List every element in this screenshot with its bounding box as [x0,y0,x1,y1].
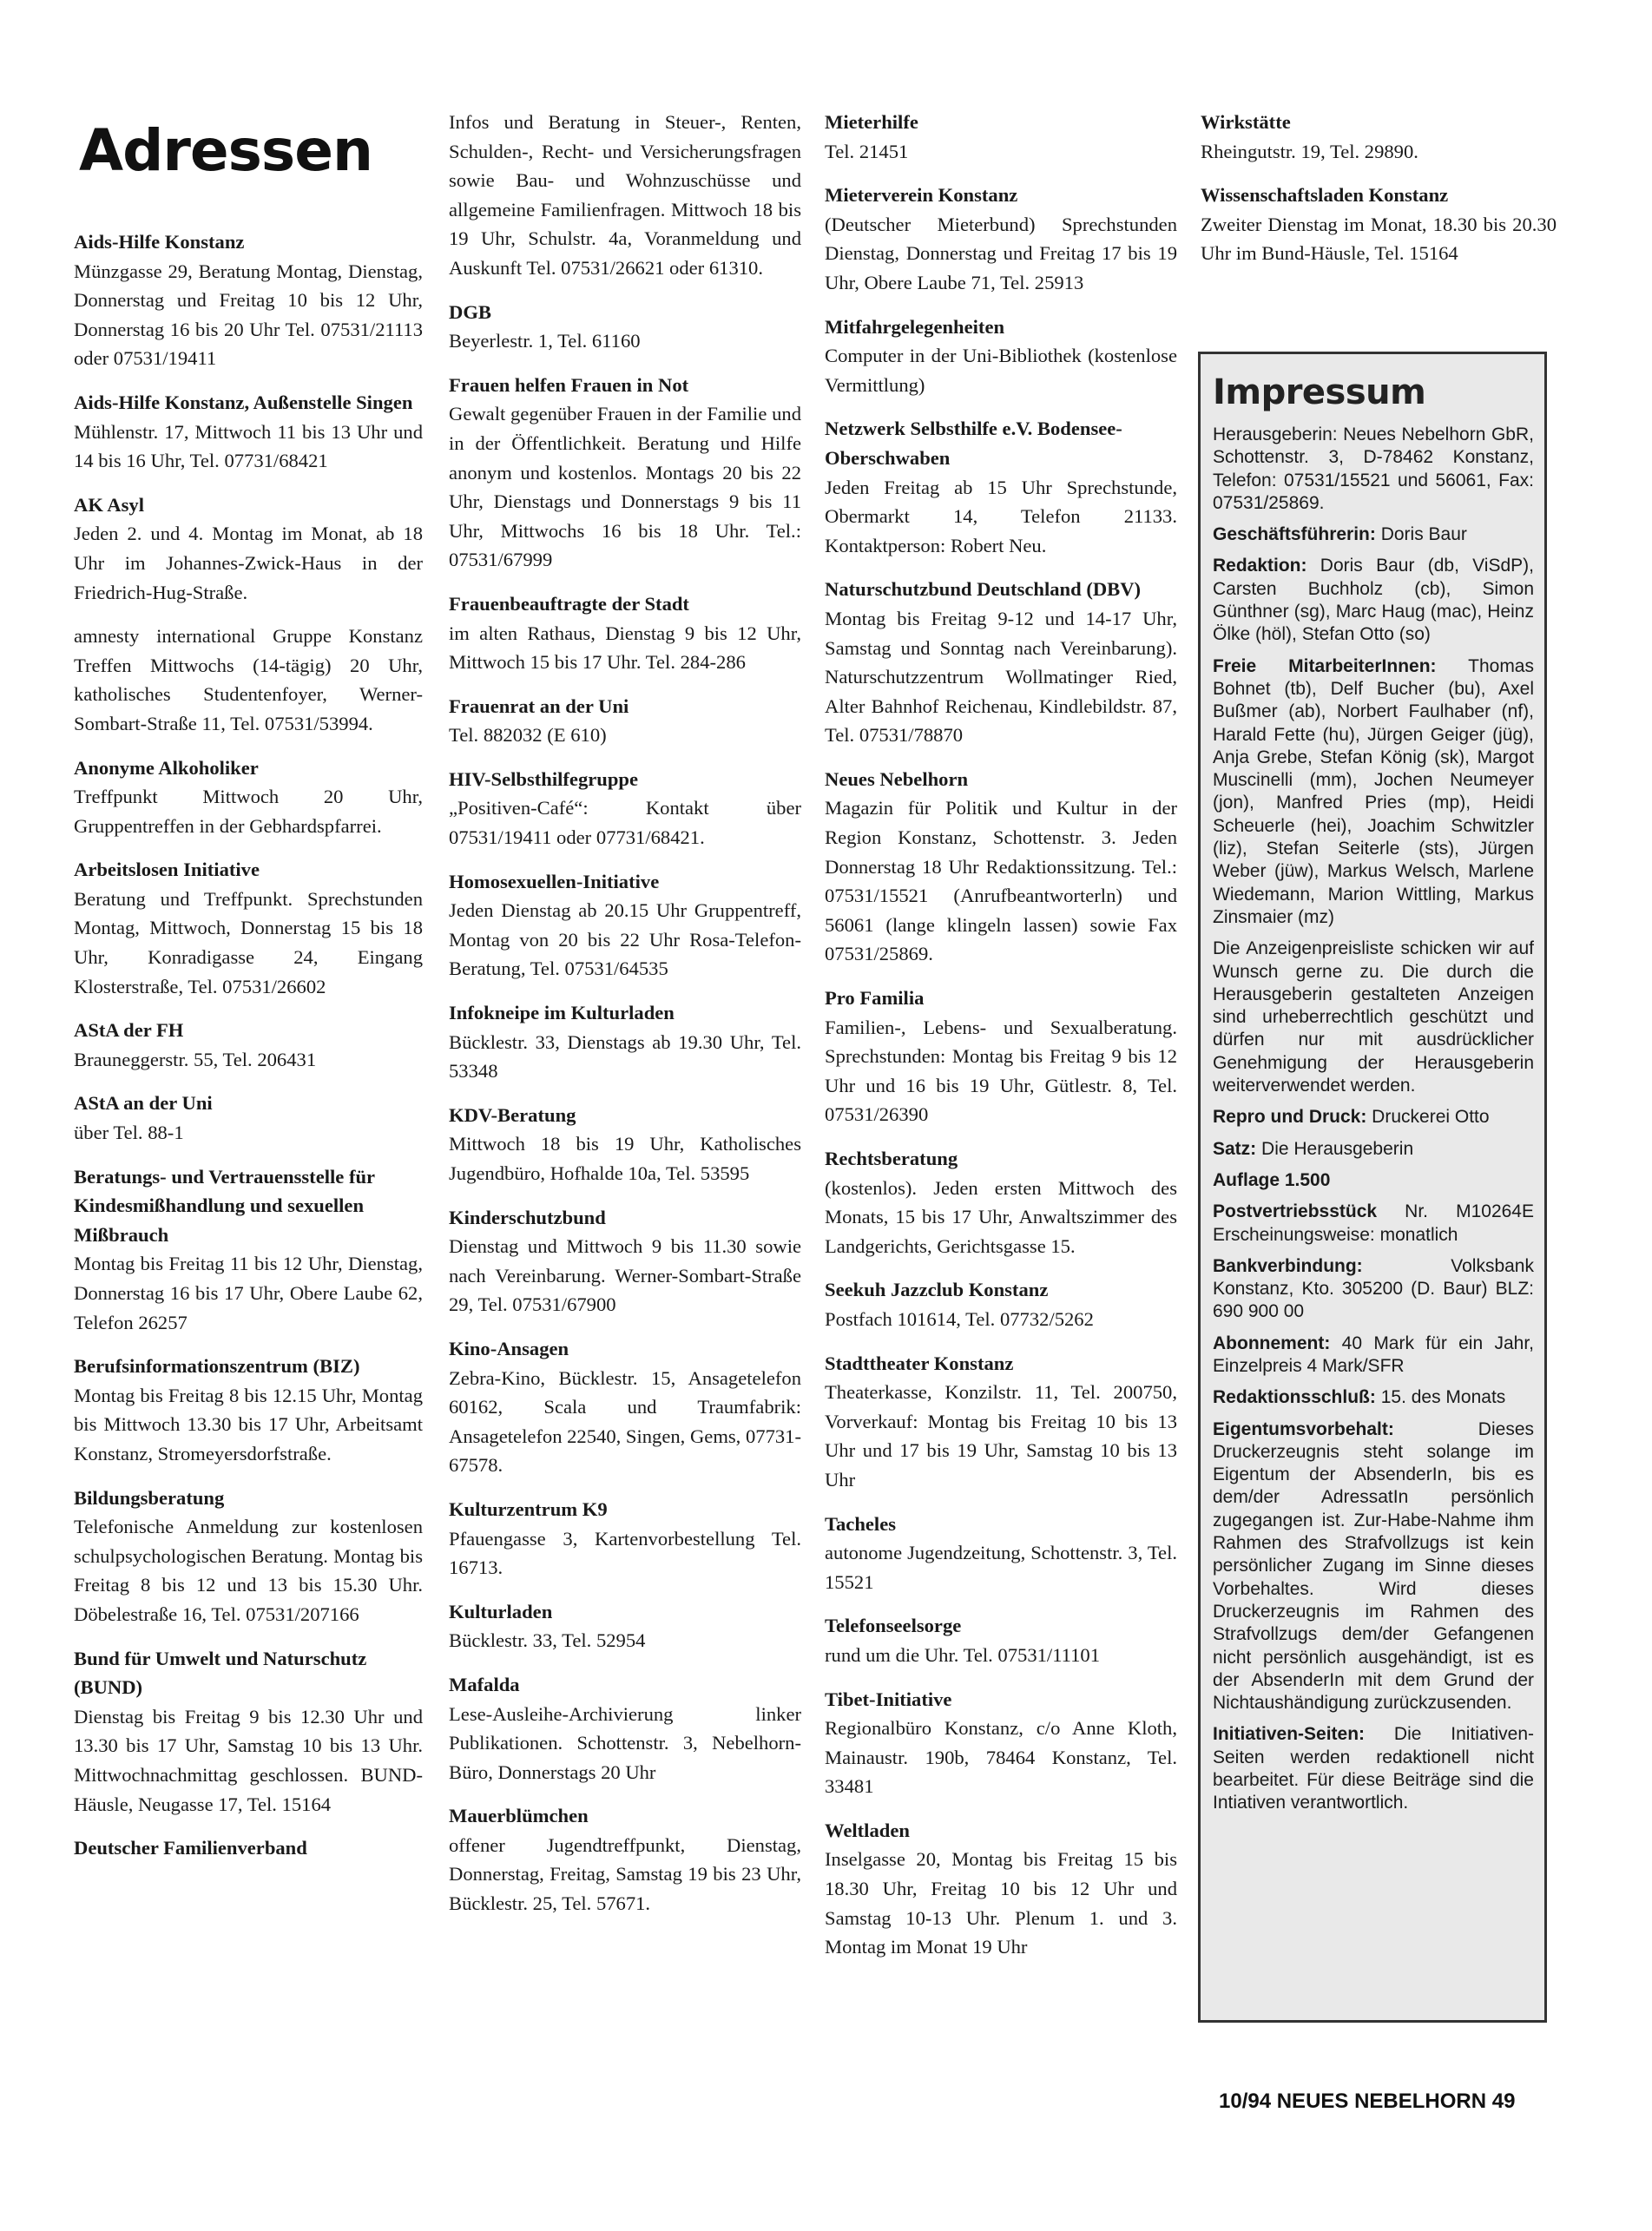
entry-details: Regionalbüro Konstanz, c/o Anne Kloth, Mainaustr. 190b, 78464 Konstanz, Tel. 33481 [825,1717,1177,1798]
impressum-text: 40 Mark für ein Jahr, Einzelpreis 4 Mark/SFR [1213,1333,1534,1376]
entry-name: Deutscher Familienverband [74,1837,307,1859]
address-column-1 [74,108,423,1878]
entry-name: Aids-Hilfe Konstanz [74,231,245,253]
entry-name: DGB [449,300,491,323]
impressum-label: Repro und Druck: [1213,1107,1367,1128]
address-entry [74,622,423,738]
address-entry [449,765,801,852]
impressum-text: Druckerei Otto [1366,1107,1490,1128]
impressum-label: Postvertriebsstück [1213,1201,1378,1222]
address-entry [74,1162,423,1338]
entry-name: Telefonseelsorge [825,1615,962,1637]
address-entry [825,575,1177,750]
entry-name: Infokneipe im Kulturladen [449,1002,675,1024]
entry-name: Seekuh Jazzclub Konstanz [825,1279,1049,1301]
entry-name: AK Asyl [74,493,144,516]
address-entry [825,1510,1177,1597]
address-entry [825,1816,1177,1962]
address-entry [825,1611,1177,1669]
entry-name: Mitfahrgelegenheiten [825,315,1005,338]
address-entry [449,998,801,1086]
entry-name: AStA der FH [74,1019,184,1042]
address-entry [825,765,1177,969]
impressum-block [1213,655,1534,930]
impressum-block [1213,1106,1534,1129]
entry-details: Zweiter Dienstag im Monat, 18.30 bis 20.30 Uhr im Bund-Häusle, Tel. 15164 [1201,213,1557,265]
address-entry [449,1597,801,1655]
impressum-label: Auflage 1.500 [1213,1169,1331,1190]
address-list-2 [449,108,801,1918]
entry-name: KDV-Beratung [449,1103,576,1126]
entry-details: Gewalt gegenüber Frauen in der Familie und in der Öffentlichkeit. Beratung und Hilfe anonym und kostenlos. Montags 20 bis 22 Uhr, Dienstags und Donnerstags 9 bis 11 Uhr, Mittwochs 16 bis 18 Uhr. Tel.: 07531/67999 [449,403,801,571]
impressum-block [1213,1723,1534,1814]
entry-name: AStA an der Uni [74,1092,213,1115]
entry-name: Mieterhilfe [825,111,918,133]
entry-details: Treffpunkt Mittwoch 20 Uhr, Gruppentreffen in der Gebhardspfarrei. [74,786,423,837]
entry-name: Mieterverein Konstanz [825,184,1018,207]
address-entry [74,1644,423,1820]
entry-details: Mittwoch 18 bis 19 Uhr, Katholisches Jugendbüro, Hofhalde 10a, Tel. 53595 [449,1133,801,1184]
entry-details: Münzgasse 29, Beratung Montag, Dienstag, Donnerstag und Freitag 10 bis 12 Uhr, Donnerstag 16 bis 20 Uhr Tel. 07531/21113 oder 07531/19411 [74,260,423,370]
entry-name: Rechtsberatung [825,1148,958,1169]
entry-details: Magazin für Politik und Kultur in der Region Konstanz, Schottenstr. 3. Jeden Donnerstag 18 Uhr Redaktionssitzung. Tel.: 07531/15521 (Anrufbeantworterln) und 56061 (lange klingeln lassen) sowie Fax 07531/25869. [825,797,1177,965]
entry-details: autonome Jugendzeitung, Schottenstr. 3, Tel. 15521 [825,1542,1177,1593]
impressum-label: Satz: [1213,1138,1257,1159]
entry-name: Anonyme Alkoholiker [74,756,259,779]
impressum-text: Doris Baur (db, ViSdP), Carsten Buchholz (cb), Simon Günthner (sg), Marc Haug (mac), Heinz Ölke (höl), Stefan Otto (so) [1213,556,1534,645]
entry-details: Bücklestr. 33, Tel. 52954 [449,1629,646,1652]
entry-details: Montag bis Freitag 9-12 und 14-17 Uhr, Samstag und Sonntag nach Vereinbarung). Naturschutzzentrum Wollmatinger Ried, Alter Bahnhof Reichenau, Kindlebildstr. 87, Tel. 07531/78870 [825,607,1177,747]
impressum-box [1198,352,1547,2023]
impressum-title: Impressum [1213,372,1426,412]
address-entry [449,692,801,750]
entry-name: Frauenrat an der Uni [449,694,629,717]
entry-details: Jeden Dienstag ab 20.15 Uhr Gruppentreff, Montag von 20 bis 22 Uhr Rosa-Telefon-Beratung, Tel. 07531/64535 [449,899,801,980]
impressum-text: Volksbank Konstanz, Kto. 305200 (D. Baur) BLZ: 690 900 00 [1213,1255,1534,1322]
entry-details: Beyerlestr. 1, Tel. 61160 [449,330,641,352]
entry-name: Beratungs- und Vertrauensstelle für Kindesmißhandlung und sexuellen Mißbrauch [74,1165,375,1246]
address-entry [74,1352,423,1468]
entry-name: Neues Nebelhorn [825,767,969,790]
entry-name: Frauenbeauftragte der Stadt [449,592,689,615]
impressum-text: Dieses Druckerzeugnis steht solange im Eigentum der AbsenderIn, bis es dem/der AdressatIn persönlich zugegangen ist. Zur-Habe-Nahme ihm Rahmen des Strafvollzugs ist kein persönlicher Zugang im Sinne dieses Vorbehaltes. Wird dieses Druckerzeugnis im Rahmen des Strafvollzugs dem/der Gefangenen nicht persönlich ausgehändigt, ist es der AbsenderIn mit dem Grund der Nichtaushändigung zurückzusenden. [1213,1418,1534,1714]
impressum-text: 15. des Monats [1375,1387,1506,1408]
impressum-label: Eigentumsvorbehalt: [1213,1418,1394,1439]
entry-name: Kulturladen [449,1600,553,1622]
entry-details: Zebra-Kino, Bücklestr. 15, Ansagetelefon 60162, Scala und Traumfabrik: Ansagetelefon 22540, Singen, Gems, 07731-67578. [449,1366,801,1477]
impressum-block [1213,1333,1534,1379]
entry-details: im alten Rathaus, Dienstag 9 bis 12 Uhr, Mittwoch 15 bis 17 Uhr. Tel. 284-286 [449,622,801,674]
address-entry [825,1275,1177,1333]
entry-details: Telefonische Anmeldung zur kostenlosen schulpsychologischen Beratung. Montag bis Freitag 8 bis 12 und 13 bis 15.30 Uhr. Döbelestraße 16, Tel. 07531/207166 [74,1516,423,1625]
address-entry [74,490,423,607]
address-entry [825,1144,1177,1260]
impressum-label: Freie MitarbeiterInnen: [1213,655,1437,676]
entry-name: Pro Familia [825,987,925,1010]
impressum-text: Thomas Bohnet (tb), Delf Bucher (bu), Axel Bußmer (ab), Norbert Faulhaber (nf), Harald Fette (hu), Jürgen Geiger (jüg), Anja Grebe, Stefan König (sk), Margot Muscinelli (mm), Jochen Neumeyer (jon), Manfred Pries (mp), Heidi Scheuerle (hei), Joachim Schwitzler (liz), Stefan Seiterle (sts), Jürgen Weber (jüw), Markus Welsch, Marlene Wiedemann, Marion Wittling, Markus Zinsmaier (mz) [1213,655,1534,927]
address-column-4 [1201,108,1557,283]
entry-name: Kinderschutzbund [449,1206,606,1228]
impressum-text: Die Anzeigenpreisliste schicken wir auf Wunsch gerne zu. Die durch die Herausgeberin gestalteten Anzeigen sind urheberrechtlich geschützt und dürfen nur mit ausdrücklicher Genehmigung der Herausgeberin weiterverwendet werden. [1213,938,1534,1096]
address-entry [449,1334,801,1480]
address-entry [1201,181,1557,268]
address-entry [74,388,423,476]
address-entry [74,1089,423,1147]
entry-details: Mühlenstr. 17, Mittwoch 11 bis 13 Uhr und 14 bis 16 Uhr, Tel. 07731/68421 [74,420,423,472]
address-entry [825,414,1177,560]
entry-details: Beratung und Treffpunkt. Sprechstunden Montag, Mittwoch, Donnerstag 15 bis 18 Uhr, Konradigasse 24, Eingang Klosterstraße, Tel. 07531/26602 [74,887,423,997]
impressum-block [1213,1386,1534,1409]
entry-name: Tacheles [825,1512,897,1535]
address-entry [449,1670,801,1787]
address-entry [74,754,423,841]
address-list-4 [1201,108,1557,268]
address-entry [825,181,1177,297]
impressum-block [1213,424,1534,515]
impressum-text: Die Initiativen-Seiten werden redaktionell nicht bearbeitet. Für diese Beiträge sind die Intiativen verantwortlich. [1213,1724,1534,1813]
entry-name: Mafalda [449,1673,520,1695]
impressum-blocks [1213,424,1534,1815]
entry-name: Wissenschaftsladen Konstanz [1201,184,1449,207]
address-entry [825,313,1177,400]
entry-details: Tel. 882032 (E 610) [449,724,607,747]
entry-name: Bildungsberatung [74,1486,225,1509]
entry-details: Dienstag und Mittwoch 9 bis 11.30 sowie nach Vereinbarung. Werner-Sombart-Straße 29, Tel. 07531/67900 [449,1235,801,1316]
entry-details: rund um die Uhr. Tel. 07531/11101 [825,1643,1101,1666]
entry-name: Bund für Umwelt und Naturschutz (BUND) [74,1647,367,1699]
entry-details: Rheingutstr. 19, Tel. 29890. [1201,140,1418,162]
entry-details: Tel. 21451 [825,140,909,162]
entry-details: Infos und Beratung in Steuer-, Renten, Schulden-, Recht- und Versicherungsfragen sowie Bau- und Wohnzuschüsse und allgemeine Familienfragen. Mittwoch 18 bis 19 Uhr, Schulstr. 4a, Voranmeldung und Auskunft Tel. 07531/26621 oder 61310. [449,111,801,279]
impressum-text: Nr. M10264E Erscheinungsweise: monatlich [1213,1201,1534,1245]
entry-details: Bücklestr. 33, Dienstags ab 19.30 Uhr, Tel. 53348 [449,1030,801,1083]
impressum-block [1213,523,1534,546]
page-footer: 10/94 NEUES NEBELHORN 49 [1219,2090,1516,2113]
address-entry [449,867,801,984]
entry-details: (kostenlos). Jeden ersten Mittwoch des Monats, 15 bis 17 Uhr, Anwaltszimmer des Landgerichts, Gerichtsgasse 15. [825,1176,1177,1257]
impressum-text: Doris Baur [1375,524,1467,545]
entry-details: (Deutscher Mieterbund) Sprechstunden Dienstag, Donnerstag und Freitag 17 bis 19 Uhr, Obere Laube 71, Tel. 25913 [825,213,1177,293]
address-entry [825,1349,1177,1495]
address-entry [74,1833,423,1863]
address-entry [449,1101,801,1188]
address-entry [449,298,801,356]
impressum-label: Redaktion: [1213,556,1307,576]
entry-details: Montag bis Freitag 11 bis 12 Uhr, Dienstag, Donnerstag 16 bis 17 Uhr, Obere Laube 62, Telefon 26257 [74,1253,423,1333]
address-entry [825,984,1177,1129]
entry-name: Mauerblümchen [449,1805,589,1827]
impressum-text: Herausgeberin: Neues Nebelhorn GbR, Schottenstr. 3, D-78462 Konstanz, Telefon: 07531/15521 und 56061, Fax: 07531/25869. [1213,424,1534,513]
address-entry [74,855,423,1001]
address-entry [449,1495,801,1583]
entry-name: Weltladen [825,1819,910,1841]
entry-name: Stadttheater Konstanz [825,1352,1014,1374]
entry-details: Jeden 2. und 4. Montag im Monat, ab 18 Uhr im Johannes-Zwick-Haus in der Friedrich-Hug-Straße. [74,523,423,603]
impressum-block [1213,555,1534,646]
entry-name: Netzwerk Selbsthilfe e.V. Bodensee-Oberschwaben [825,418,1122,469]
address-entry [449,1801,801,1918]
entry-details: amnesty international Gruppe Konstanz Treffen Mittwochs (14-tägig) 20 Uhr, katholisches Studentenfoyer, Werner-Sombart-Straße 11, Tel. 07531/53994. [74,625,423,734]
impressum-label: Initiativen-Seiten: [1213,1724,1366,1745]
entry-name: Tibet-Initiative [825,1688,952,1710]
address-entry [74,1016,423,1074]
address-column-2 [449,108,801,1933]
impressum-label: Redaktionsschluß: [1213,1387,1376,1408]
entry-name: Kulturzentrum K9 [449,1497,608,1520]
address-list-3 [825,108,1177,1962]
entry-name: Naturschutzbund Deutschland (DBV) [825,578,1142,601]
entry-details: Dienstag bis Freitag 9 bis 12.30 Uhr und 13.30 bis 17 Uhr, Samstag 10 bis 13 Uhr. Mittwochnachmittag geschlossen. BUND-Häusle, Neugasse 17, Tel. 15164 [74,1705,423,1815]
impressum-label: Geschäftsführerin: [1213,524,1376,545]
entry-details: Inselgasse 20, Montag bis Freitag 15 bis 18.30 Uhr, Freitag 10 bis 12 Uhr und Samstag 10-13 Uhr. Plenum 1. und 3. Montag im Monat 19 Uhr [825,1848,1177,1958]
impressum-block [1213,1255,1534,1324]
address-entry [74,227,423,373]
impressum-block [1213,1169,1534,1192]
address-entry [825,108,1177,166]
address-entry [449,108,801,283]
address-entry [74,1484,423,1629]
entry-details: Lese-Ausleihe-Archivierung linker Publikationen. Schottenstr. 3, Nebelhorn-Büro, Donnerstags 20 Uhr [449,1702,801,1783]
entry-name: Wirkstätte [1201,111,1291,133]
entry-name: Arbeitslosen Initiative [74,859,260,881]
entry-details: Jeden Freitag ab 15 Uhr Sprechstunde, Obermarkt 14, Telefon 21133. Kontaktperson: Robert Neu. [825,476,1177,556]
entry-name: HIV-Selbsthilfegruppe [449,767,639,790]
entry-name: Berufsinformationszentrum (BIZ) [74,1355,360,1378]
address-list-1 [74,227,423,1863]
address-entry [449,589,801,677]
entry-details: Postfach 101614, Tel. 07732/5262 [825,1307,1094,1330]
page-title: Adressen [79,117,372,184]
address-entry [1201,108,1557,166]
address-entry [825,1685,1177,1801]
address-column-3 [825,108,1177,1977]
entry-details: Computer in der Uni-Bibliothek (kostenlose Vermittlung) [825,345,1177,396]
entry-name: Aids-Hilfe Konstanz, Außenstelle Singen [74,391,413,413]
address-entry [449,371,801,575]
address-entry [449,1203,801,1320]
entry-name: Frauen helfen Frauen in Not [449,373,689,396]
entry-details: offener Jugendtreffpunkt, Dienstag, Donnerstag, Freitag, Samstag 19 bis 23 Uhr, Bücklestr. 25, Tel. 57671. [449,1833,801,1915]
entry-details: Montag bis Freitag 8 bis 12.15 Uhr, Montag bis Mittwoch 13.30 bis 17 Uhr, Arbeitsamt Konstanz, Stromeyersdorfstraße. [74,1384,423,1464]
entry-details: Theaterkasse, Konzilstr. 11, Tel. 200750, Vorverkauf: Montag bis Freitag 10 bis 13 Uhr und 17 bis 19 Uhr, Samstag 10 bis 13 Uhr [825,1381,1177,1491]
impressum-block [1213,1418,1534,1715]
entry-details: „Positiven-Café“: Kontakt über 07531/19411 oder 07731/68421. [449,797,801,849]
impressum-label: Abonnement: [1213,1333,1331,1353]
entry-name: Kino-Ansagen [449,1337,569,1359]
impressum-label: Bankverbindung: [1213,1255,1363,1276]
impressum-text: Die Herausgeberin [1256,1138,1414,1159]
entry-details: Familien-, Lebens- und Sexualberatung. Sprechstunden: Montag bis Freitag 9 bis 12 Uhr und 16 bis 19 Uhr, Gütlestr. 8, Tel. 07531/26390 [825,1016,1177,1126]
entry-details: Pfauengasse 3, Kartenvorbestellung Tel. 16713. [449,1527,801,1579]
impressum-block [1213,938,1534,1097]
entry-details: über Tel. 88-1 [74,1122,184,1144]
entry-details: Brauneggerstr. 55, Tel. 206431 [74,1048,317,1070]
impressum-block [1213,1138,1534,1161]
impressum-block [1213,1201,1534,1247]
entry-name: Homosexuellen-Initiative [449,870,660,892]
